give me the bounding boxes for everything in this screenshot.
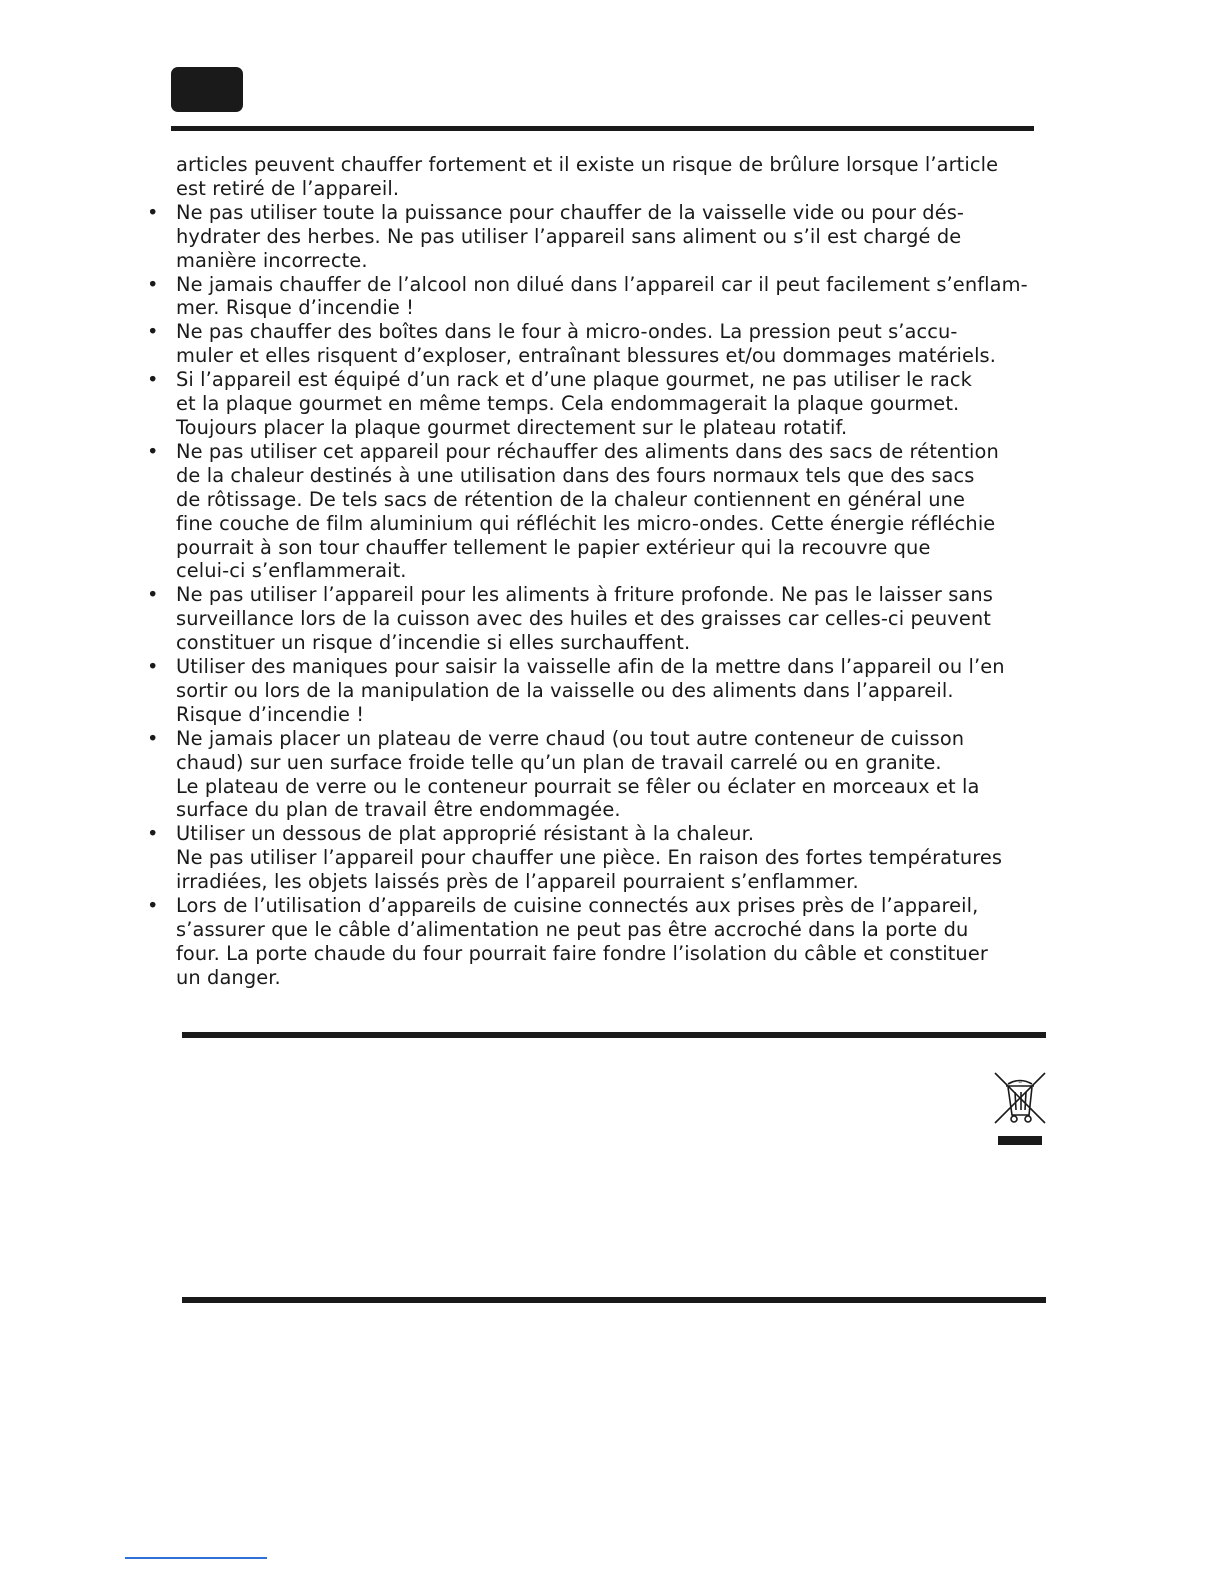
warning-line: Ne jamais placer un plateau de verre chaud (ou tout autre conteneur de cuisson (176, 726, 965, 750)
warning-line: fine couche de film aluminium qui réfléchit les micro-ondes. Cette énergie réfléchie (176, 511, 996, 535)
bullet-icon: • (147, 320, 159, 344)
intro-paragraph (141, 153, 1076, 201)
bullet-icon: • (147, 583, 159, 607)
warning-line: de rôtissage. De tels sacs de rétention de la chaleur contiennent en général une (176, 487, 966, 511)
warning-item (141, 655, 1076, 727)
bullet-icon: • (147, 272, 159, 296)
section-divider (182, 1297, 1046, 1303)
warning-item (141, 727, 1076, 823)
warning-line: Utiliser des maniques pour saisir la vaisselle afin de la mettre dans l’appareil ou l’en (176, 655, 1005, 679)
warning-item (141, 822, 1076, 894)
bullet-icon: • (147, 822, 159, 846)
warning-item (141, 368, 1076, 440)
warning-line: Toujours placer la plaque gourmet directement sur le plateau rotatif. (176, 415, 848, 439)
bullet-icon: • (147, 726, 159, 750)
warning-item (141, 201, 1076, 273)
intro-line: articles peuvent chauffer fortement et il existe un risque de brûlure lorsque l’article (176, 153, 999, 176)
warning-line: mer. Risque d’incendie ! (176, 296, 414, 320)
warning-line: pourrait à son tour chauffer tellement le papier extérieur qui la recouvre que (176, 535, 931, 559)
bullet-icon: • (147, 655, 159, 679)
warning-item (141, 320, 1076, 368)
page-link-underline[interactable] (125, 1557, 267, 1559)
warning-line: sortir ou lors de la manipulation de la vaisselle ou des aliments dans l’appareil. (176, 678, 954, 702)
warning-line: manière incorrecte. (176, 248, 368, 272)
warning-line: de la chaleur destinés à une utilisation dans des fours normaux tels que des sacs (176, 463, 975, 487)
warning-item (141, 583, 1076, 655)
warning-line: Ne jamais chauffer de l’alcool non dilué dans l’appareil car il peut facilement s’enflam- (176, 272, 1028, 296)
warning-line: s’assurer que le câble d’alimentation ne peut pas être accroché dans la porte du (176, 918, 969, 941)
warning-line: constituer un risque d’incendie si elles surchauffent. (176, 631, 691, 655)
header-rule (171, 126, 1034, 131)
bullet-icon: • (147, 200, 159, 224)
crossed-out-wheelie-bin-icon (992, 1070, 1048, 1148)
warning-line: surface du plan de travail être endommagée. (176, 798, 621, 822)
warning-line: irradiées, les objets laissés près de l’appareil pourraient s’enflammer. (176, 870, 859, 894)
warning-item (141, 440, 1076, 583)
bullet-icon: • (147, 368, 159, 392)
warning-line: Lors de l’utilisation d’appareils de cuisine connectés aux prises près de l’appareil, (176, 894, 979, 918)
bullet-icon: • (147, 894, 159, 918)
warning-item (141, 273, 1076, 321)
svg-text:⌂: ⌂ (1018, 1079, 1022, 1085)
intro-line: est retiré de l’appareil. (176, 176, 400, 200)
warning-line: Si l’appareil est équipé d’un rack et d’une plaque gourmet, ne pas utiliser le rack (176, 368, 972, 392)
language-tab (171, 67, 243, 112)
warning-line: surveillance lors de la cuisson avec des huiles et des graisses car celles-ci peuvent (176, 607, 991, 631)
warning-line: muler et elles risquent d’exploser, entraînant blessures et/ou dommages matériels. (176, 344, 997, 368)
warning-item (141, 894, 1076, 990)
warning-line: celui-ci s’enflammerait. (176, 559, 407, 583)
warning-line: four. La porte chaude du four pourrait faire fondre l’isolation du câble et constituer (176, 941, 988, 965)
warning-line: un danger. (176, 965, 281, 989)
warning-line: Ne pas utiliser l’appareil pour les aliments à friture profonde. Ne pas le laisser sans (176, 583, 994, 607)
warning-line: Ne pas utiliser cet appareil pour réchauffer des aliments dans des sacs de rétention (176, 439, 999, 463)
safety-instructions (141, 153, 1076, 990)
warning-line: Ne pas utiliser l’appareil pour chauffer une pièce. En raison des fortes températures (176, 846, 1003, 870)
warning-line: Risque d’incendie ! (176, 702, 365, 726)
warning-line: Ne pas chauffer des boîtes dans le four à micro-ondes. La pression peut s’accu- (176, 320, 958, 344)
warning-line: hydrater des herbes. Ne pas utiliser l’appareil sans aliment ou s’il est chargé de (176, 224, 962, 248)
warning-line: chaud) sur uen surface froide telle qu’un plan de travail carrelé ou en granite. (176, 750, 942, 774)
section-divider (182, 1032, 1046, 1038)
warning-line: Ne pas utiliser toute la puissance pour chauffer de la vaisselle vide ou pour dés- (176, 200, 965, 224)
warnings-list (141, 201, 1076, 990)
bullet-icon: • (147, 439, 159, 463)
warning-line: et la plaque gourmet en même temps. Cela endommagerait la plaque gourmet. (176, 392, 960, 416)
warning-line: Le plateau de verre ou le conteneur pourrait se fêler ou éclater en morceaux et la (176, 774, 980, 798)
warning-line: Utiliser un dessous de plat approprié résistant à la chaleur. (176, 822, 755, 846)
